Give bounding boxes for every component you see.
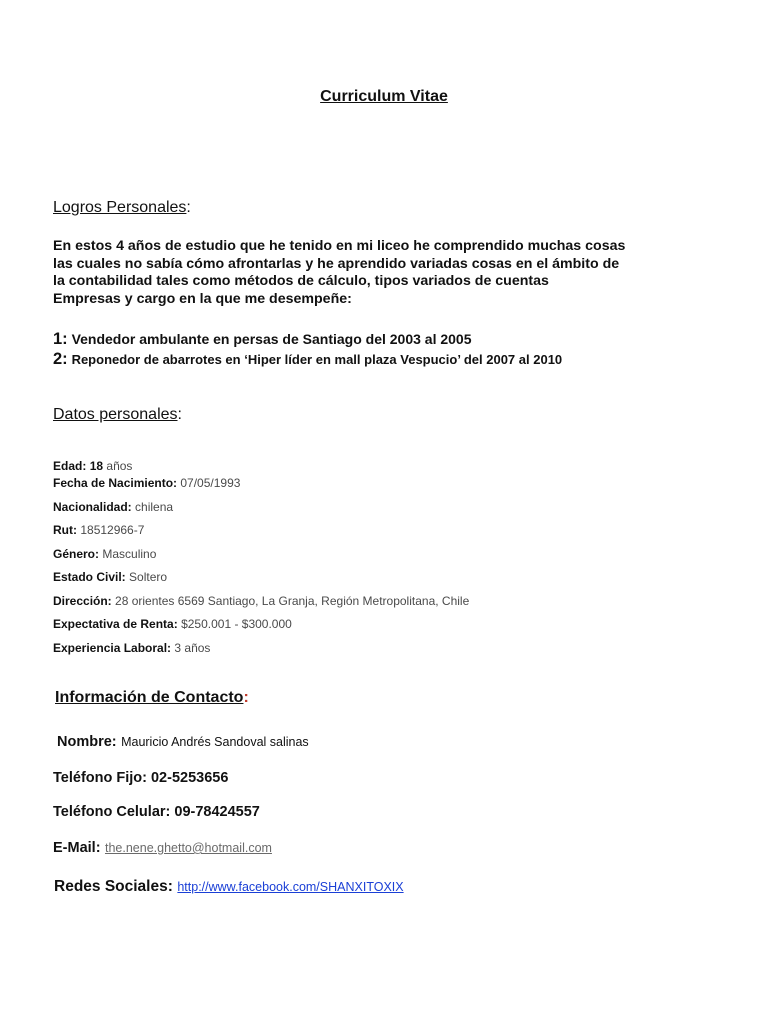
field-label: Experiencia Laboral: (53, 641, 172, 655)
field-expectativa-renta (53, 617, 292, 631)
datos-heading-colon: : (177, 406, 182, 423)
field-label: Edad: (53, 459, 87, 473)
paragraph-line: En estos 4 años de estudio que he tenido en mi liceo he comprendido muchas cosas (53, 238, 626, 254)
field-value: 07/05/1993 (180, 476, 241, 490)
paragraph-line: Empresas y cargo en la que me desempeñe: (53, 290, 352, 307)
job-number: 1: (53, 330, 68, 348)
field-label: Expectativa de Renta: (53, 617, 178, 631)
field-value: chilena (135, 500, 174, 514)
field-genero (53, 547, 156, 561)
contacto-heading (55, 689, 249, 707)
field-estado-civil (53, 570, 167, 584)
email-link[interactable]: the.nene.ghetto@hotmail.com (104, 841, 272, 855)
logros-paragraph (53, 238, 693, 308)
field-value-bold: 18 (89, 459, 104, 473)
logros-heading-colon: : (186, 199, 191, 216)
job-text: Reponedor de abarrotes en ‘Hiper líder en mall plaza Vespucio’ del 2007 al 2010 (71, 352, 563, 367)
job-text: Vendedor ambulante en persas de Santiago del 2003 al 2005 (71, 331, 472, 347)
field-value: $250.001 - $300.000 (181, 617, 292, 631)
email-label: E-Mail: (53, 840, 101, 856)
field-value: 3 años (174, 641, 211, 655)
telefono-celular: Teléfono Celular: 09-78424557 (53, 804, 260, 820)
field-nacionalidad (53, 500, 173, 514)
document-title: Curriculum Vitae (320, 88, 448, 105)
nombre-value: Mauricio Andrés Sandoval salinas (121, 735, 309, 749)
redes-label: Redes Sociales: (54, 878, 173, 895)
facebook-link[interactable]: http://www.facebook.com/SHANXITOXIX (177, 880, 404, 894)
paragraph-line: la contabilidad tales como métodos de cálculo, tipos variados de cuentas (53, 273, 549, 289)
paragraph-line: las cuales no sabía cómo afrontarlas y he aprendido variadas cosas en el ámbito de (53, 255, 620, 272)
field-value: 28 orientes 6569 Santiago, La Granja, Región Metropolitana, Chile (115, 594, 470, 608)
contacto-heading-colon: : (243, 689, 249, 706)
field-value: años (106, 459, 133, 473)
datos-heading-text: Datos personales (53, 406, 178, 423)
field-label: Rut: (53, 523, 77, 537)
telefono-fijo: Teléfono Fijo: 02-5253656 (53, 770, 229, 786)
contact-email (53, 839, 272, 857)
field-direccion (53, 594, 469, 608)
job-number: 2: (53, 350, 68, 368)
field-edad (53, 459, 132, 473)
field-value: 18512966-7 (80, 523, 145, 537)
logros-heading-text: Logros Personales (53, 199, 187, 216)
job-item (53, 330, 472, 349)
contact-nombre (57, 733, 309, 751)
contact-redes (54, 878, 404, 896)
field-rut (53, 523, 144, 537)
logros-heading (53, 199, 191, 217)
datos-heading (53, 406, 182, 424)
field-label: Nacionalidad: (53, 500, 132, 514)
job-item (53, 350, 562, 369)
field-label: Fecha de Nacimiento: (53, 476, 178, 490)
nombre-label: Nombre: (57, 734, 117, 750)
field-label: Estado Civil: (53, 570, 126, 584)
field-label: Género: (53, 547, 100, 561)
contacto-heading-text: Información de Contacto (55, 689, 244, 706)
field-fecha-nacimiento (53, 476, 240, 490)
field-experiencia-laboral (53, 641, 210, 655)
field-value: Masculino (102, 547, 157, 561)
field-value: Soltero (129, 570, 168, 584)
field-label: Dirección: (53, 594, 112, 608)
